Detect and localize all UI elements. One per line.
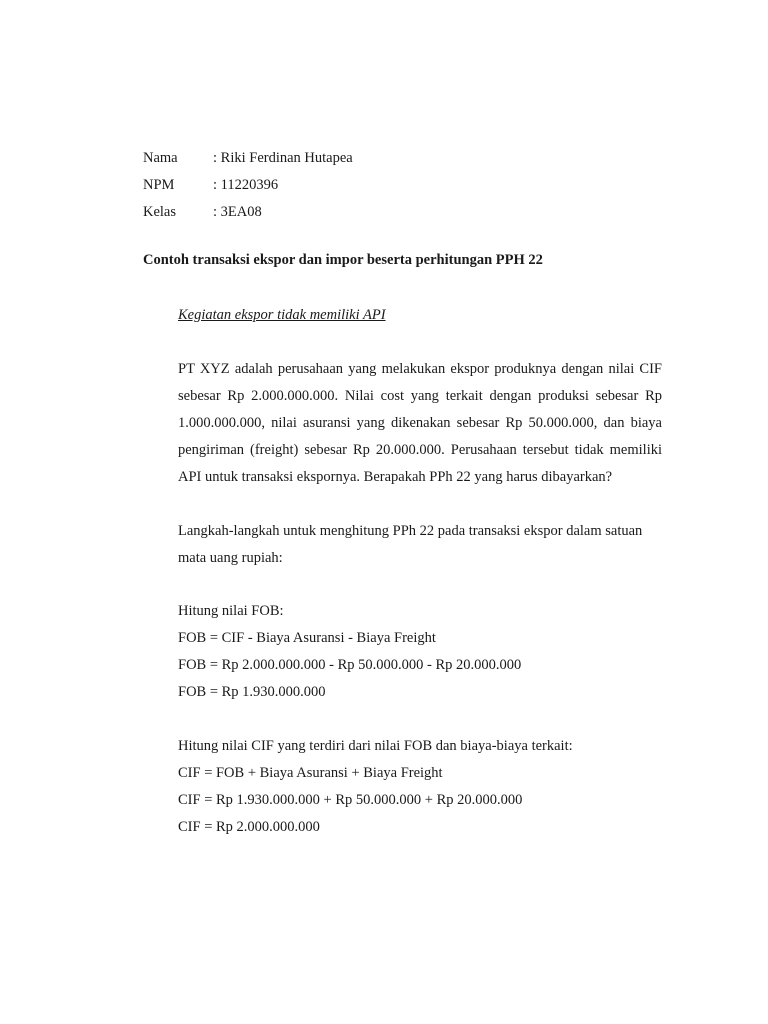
steps-intro-paragraph: Langkah-langkah untuk menghitung PPh 22 pada transaksi ekspor dalam satuan mata uang rupiah: xyxy=(178,523,643,566)
fob-line: FOB = CIF - Biaya Asuransi - Biaya Freight xyxy=(178,630,436,646)
info-value: : 3EA08 xyxy=(213,204,262,220)
info-label: Kelas xyxy=(143,204,177,220)
info-value: : Riki Ferdinan Hutapea xyxy=(213,150,353,166)
info-row-npm xyxy=(143,172,353,199)
fob-line: FOB = Rp 2.000.000.000 - Rp 50.000.000 - Rp 20.000.000 xyxy=(178,657,522,673)
document-title: Contoh transaksi ekspor dan impor beserta perhitungan PPH 22 xyxy=(143,252,543,268)
fob-calculation xyxy=(178,598,521,706)
cif-line: CIF = Rp 1.930.000.000 + Rp 50.000.000 + Rp 20.000.000 xyxy=(178,792,523,808)
student-info xyxy=(143,145,353,226)
fob-line: Hitung nilai FOB: xyxy=(178,603,284,619)
cif-line: Hitung nilai CIF yang terdiri dari nilai FOB dan biaya-biaya terkait: xyxy=(178,738,573,754)
cif-line: CIF = Rp 2.000.000.000 xyxy=(178,819,320,835)
case-paragraph: PT XYZ adalah perusahaan yang melakukan ekspor produknya dengan nilai CIF sebesar Rp 2.000.000.000. Nilai cost yang terkait dengan produksi sebesar Rp 1.000.000.000, nilai asuransi yang dikenakan sebesar Rp 50.000.000, dan biaya pengiriman (freight) sebesar Rp 20.000.000. Perusahaan tersebut tidak memiliki API untuk transaksi ekspornya. Berapakah PPh 22 yang harus dibayarkan? xyxy=(178,361,662,485)
info-row-class xyxy=(143,199,353,226)
section-title: Kegiatan ekspor tidak memiliki API xyxy=(178,307,386,323)
info-value: : 11220396 xyxy=(213,177,279,193)
cif-calculation xyxy=(178,733,573,841)
info-label: NPM xyxy=(143,177,175,193)
cif-line: CIF = FOB + Biaya Asuransi + Biaya Freight xyxy=(178,765,443,781)
info-label: Nama xyxy=(143,150,178,166)
info-row-name xyxy=(143,145,353,172)
fob-line: FOB = Rp 1.930.000.000 xyxy=(178,684,326,700)
